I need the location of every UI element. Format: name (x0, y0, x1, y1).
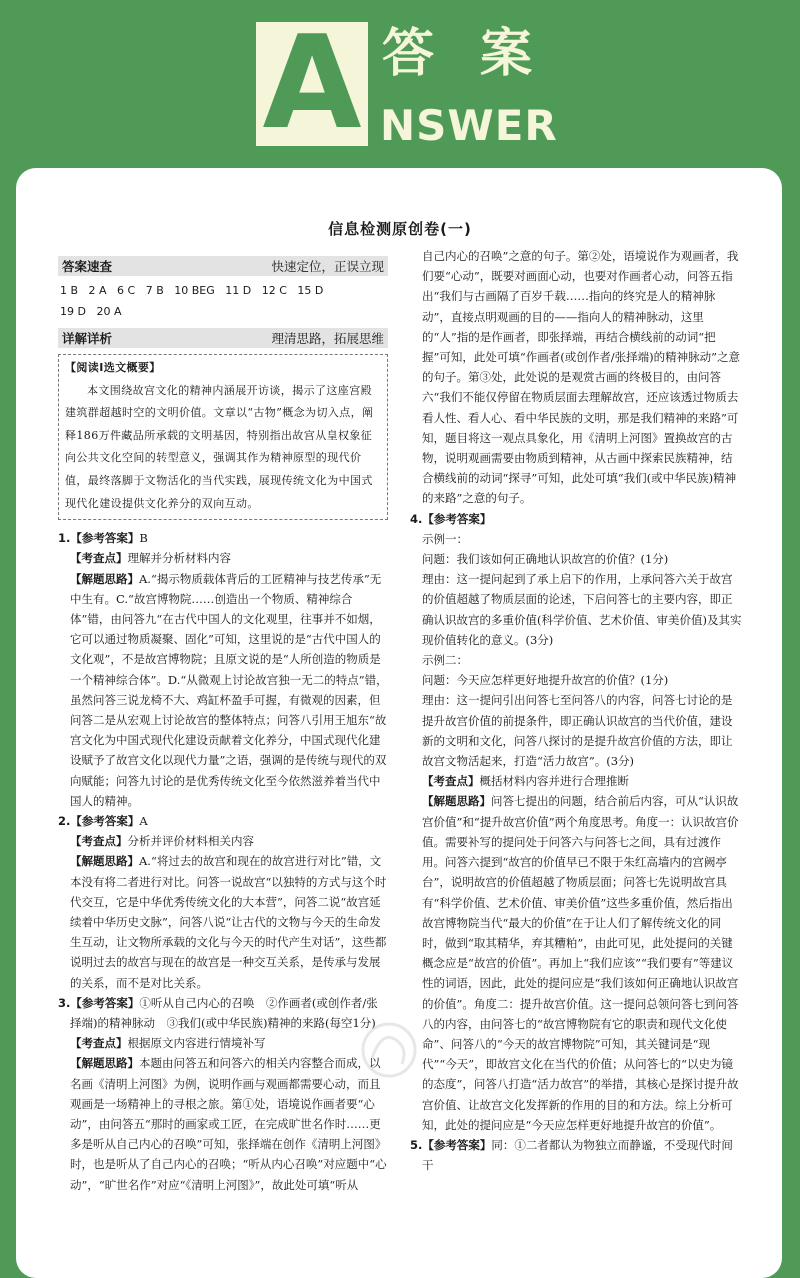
q4-example1-question: 问题：我们该如何正确地认识故宫的价值？(1分) (422, 552, 669, 567)
right-column (410, 246, 742, 1175)
quick-check-bar (58, 256, 388, 276)
q5-answer: 5.【参考答案】同：①二者都认为物独立而静谧，不受现代时间干 (410, 1137, 733, 1173)
detail-label: 详解详析 (62, 331, 113, 346)
q4-example1-label: 示例一： (422, 531, 468, 546)
detail-slogan: 理清思路，拓展思维 (271, 331, 384, 346)
q3-knowledge: 【考查点】根据原文内容进行情境补写 (70, 1036, 266, 1051)
q1-knowledge: 【考查点】理解并分析材料内容 (70, 551, 231, 566)
answer-header (0, 0, 800, 170)
quick-check-slogan: 快速定位，正误立现 (271, 259, 384, 274)
summary-body: 本文围绕故宫文化的精神内涵展开访谈，揭示了这座宫殿建筑群超越时空的文明价值。文章以“古物”概念为切入点，阐释186万件藏品所承载的文明基因，特别指出故宫从皇权象征向公共文化空间的转型意义，强调其作为精神原型的现代价值，最终落脚于文物活化的当代实践，展现传统文化为中国式现代化建设提供文化养分的双向互动。 (65, 383, 374, 510)
quick-answers (60, 280, 388, 322)
logo-watermark-icon (352, 1018, 426, 1082)
quick-answers-line2: 19 D 20 A (60, 305, 122, 318)
q3-reasoning-continued: 自己内心的召唤”之意的句子。第②处，语境说作为观画者，我们要“心动”，既要对画面心动，也要对作画者心动，问答五指出“我们与古画隔了百岁千载……指向的终究是人的精神脉动”，直接点明观画的目的——指向人的精神脉动，这里的“人”指的是作画者，即张择端，再结合横线前的动词“把握”可知，此处可填“作画者(或创作者/张择端)的精神脉动”之意的句子。第③处，此处说的是观赏古画的终极目的，由问答六“我们不能仅停留在物质层面去理解故宫，还应该透过物质去看人性、看人心、看中华民族的文明，那是我们精神的来路”可知，题目将这一观点具象化，用《清明上河图》置换故宫的古物，说明观画需要由物质到精神，从古画中探索民族精神，结合横线前的动词“探寻”可知，此处可填“我们(或中华民族)精神的来路”之意的句子。 (422, 249, 740, 506)
q1-answer: 1.【参考答案】B (58, 531, 148, 546)
q4-example2-reason: 理由：这一提问引出问答七至问答八的内容，问答七讨论的是提升故宫价值的前提条件，即正确认识故宫的当代价值，建设新的文明和文化，问答八探讨的是提升故宫价值的方法，即让故宫文物活起来，打造“活力故宫”。(3分) (422, 693, 733, 769)
answer-title-cn: 答案 (382, 24, 579, 84)
q2-knowledge: 【考查点】分析并评价材料相关内容 (70, 834, 254, 849)
q4-example2-label: 示例二： (422, 653, 468, 668)
document-title: 信息检测原创卷(一) (328, 220, 472, 238)
quick-answers-line1: 1 B 2 A 6 C 7 B 10 BEG 11 D 12 C 15 D (60, 284, 324, 297)
q2-answer: 2.【参考答案】A (58, 814, 148, 828)
summary-title: 【阅读Ⅰ选文概要】 (65, 361, 161, 374)
q2-reasoning: 【解题思路】A.“将过去的故宫和现在的故宫进行对比”错，文本没有将二者进行对比。问答一说故宫“以独特的方式与这个时代交互，它是中华优秀传统文化的大本营”，问答二说“故宫延续着中华历史文脉”，问答八说“让古代的文物与今天的生命发生互动，让文物所承载的文化与今天的时代产生对话”，这些都说明过去的故宫与现在的故宫是一种交互关系，是传承与发展的关系，而不是对比关系。 (70, 854, 387, 990)
q4-answer: 4.【参考答案】 (410, 511, 492, 526)
q3-answer: 3.【参考答案】①听从自己内心的召唤 ②作画者(或创作者/张择端)的精神脉动 ③我们(或中华民族)精神的来路(每空1分) (58, 995, 378, 1031)
q4-example1-reason: 理由：这一提问起到了承上启下的作用，上承问答六关于故宫的价值超越了物质层面的论述，下启问答七的主要内容，即正确认识故宫的多重价值(科学价值、艺术价值、审美价值)及其实现价值转化的意义。(3分) (422, 572, 742, 647)
q1-reasoning: 【解题思路】A.“揭示物质载体背后的工匠精神与技艺传承”无中生有。C.“故宫博物院……创造出一个物质、精神综合体”错，由问答九“在古代中国人的文化观里，往事并不如烟，它可以通过物质凝聚、固化”可知，这里说的是“古代中国人的文化观”，不是故宫博物院；且原文说的是“人所创造的物质是一个精神综合体”。D.“从微观上讨论故宫独一无二的特点”错，虽然问答三说龙椅不大、鸡缸杯盈手可握，有微观的因素，但问答二是从宏观上讨论故宫的整体特点；问答八引用王旭东“故宫文化为中国式现代化建设贡献着文化养分，中国式现代化建设赋予了故宫文化以现代力量”之语，强调的是传统与现代的双向赋能；问答九讨论的是优秀传统文化至今依然滋养着当代中国人的精神。 (70, 571, 388, 808)
q4-reasoning: 【解题思路】问答七提出的问题，结合前后内容，可从“认识故宫价值”和“提升故宫价值”两个角度思考。角度一：认识故宫价值。需要补写的提问处于问答六与问答七之间，具有过渡作用。问答六提到“故宫的价值早已不限于朱红高墙内的宫阙亭台”，说明故宫的价值超越了物质层面；问答七先说明故宫具有“科学价值、艺术价值、审美价值”这些多重价值，然后指出故宫博物院当代“最大的价值”在于让人们了解传统文化的同时，做到“取其精华，弃其糟粕”，由此可见，此处提问的关键概念应是“故宫的价值”。再加上“我们应该”“我们要有”等建议性的词语，因此，此处的提问应是“我们该如何正确地认识故宫的价值”。角度二：提升故宫价值。这一提问总领问答七到问答八的内容，由问答七的“故宫博物院有它的职责和现代文化使命”、问答八的“今天的故宫博物院”可知，其关键词是“现代”“今天”，即故宫文化在当代的价值；从问答七的“以史为镜的态度”，问答八打造“活力故宫”的举措，其核心是探讨提升故宫价值、让故宫文化发挥新的作用的目的和方法。综上分析可知，此处的提问应是“今天应怎样更好地提升故宫的价值”。 (422, 794, 739, 1132)
q3-reasoning: 【解题思路】本题由问答五和问答六的相关内容整合而成，以名画《清明上河图》为例，说明作画与观画都需要心动，而且观画是一场精神上的寻根之旅。第①处，语境说作画者要“心动”，由问答五“那时的画家或工匠，在完成旷世名作时……更多是听从自己内心的召唤”可知，张择端在创作《清明上河图》时，也是听从了自己内心的召唤；“听从内心召唤”对应题中“心动”，“旷世名作”对应“《清明上河图》”，故此处可填“听从 (70, 1056, 387, 1192)
answer-letter-a: A (256, 22, 368, 146)
q4-example2-question: 问题：今天应怎样更好地提升故宫的价值？(1分) (422, 673, 669, 688)
answer-title-en: NSWER (380, 101, 558, 150)
summary-box (58, 354, 388, 520)
detail-bar (58, 328, 388, 348)
q4-knowledge: 【考查点】概括材料内容并进行合理推断 (422, 774, 629, 789)
left-column (58, 256, 388, 1195)
quick-check-label: 答案速查 (62, 259, 113, 274)
